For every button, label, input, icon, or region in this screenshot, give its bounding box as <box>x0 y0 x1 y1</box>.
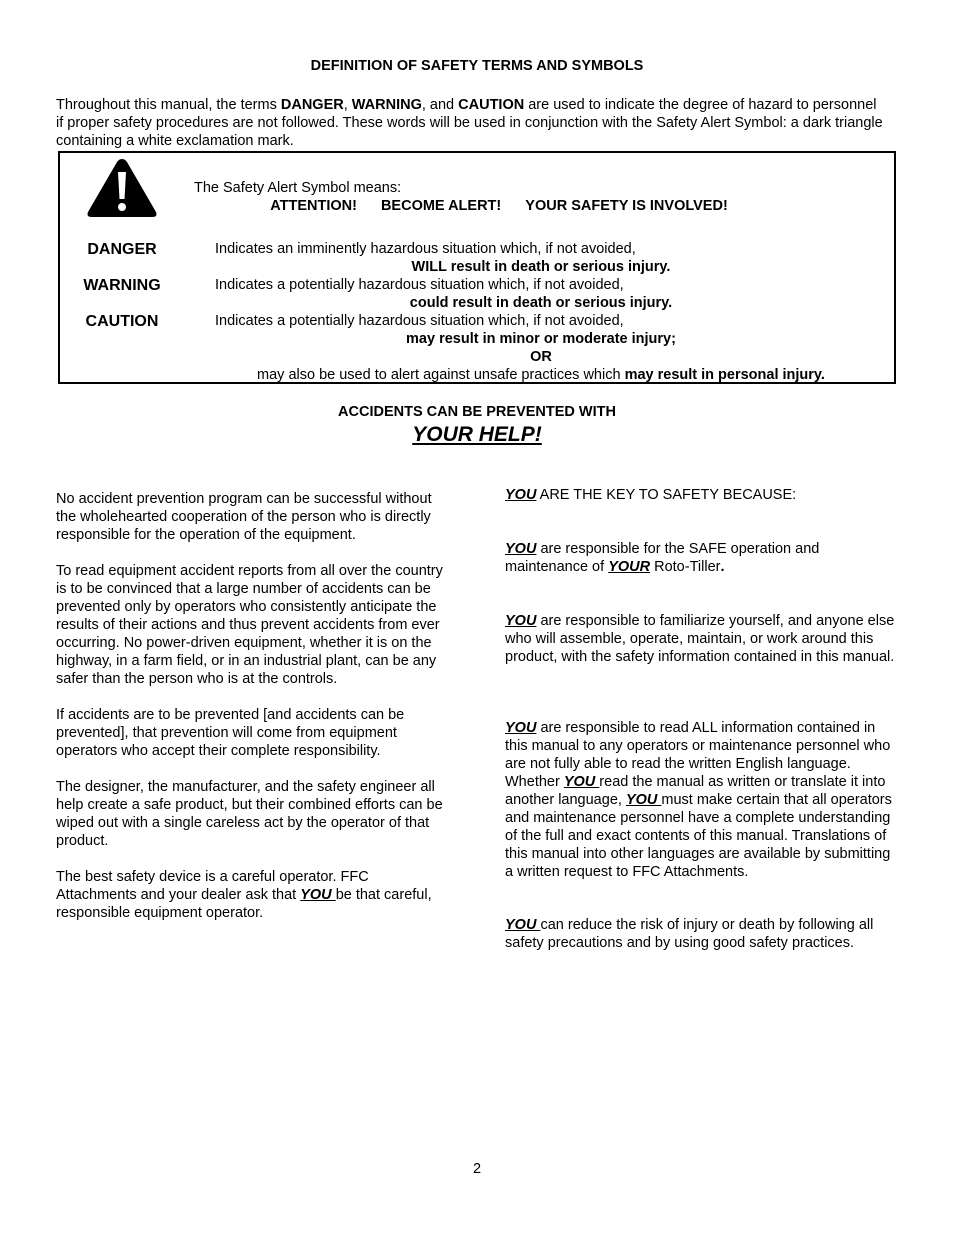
left-last-text: be that careful, responsible equipment operator. <box>56 887 432 921</box>
left-paragraph: The designer, the manufacturer, and the safety engineer all help create a safe product, but their combined efforts can be wiped out with a single careless act by the operator of that product. <box>56 779 443 849</box>
left-paragraph: To read equipment accident reports from all over the country is to be convinced that a large number of accidents can be prevented only by operators who consistently anticipate the results of their actions and thus prevent accidents from ever occurring. No power-driven equipment, whether it is on the highway, in a farm field, or in an industrial plant, can be any safer than the person who is at the controls. <box>56 563 443 687</box>
key-text: ARE THE KEY TO SAFETY BECAUSE: <box>536 487 797 503</box>
intro-danger-term: DANGER <box>280 97 344 113</box>
caution-description: Indicates a potentially hazardous situation which, if not avoided, <box>215 313 624 329</box>
caution-label: CAUTION <box>85 313 159 330</box>
left-column <box>56 490 451 940</box>
page-title: DEFINITION OF SAFETY TERMS AND SYMBOLS <box>310 58 644 74</box>
you-emphasis: YOU <box>300 887 336 903</box>
caution-result: may result in minor or moderate injury; <box>406 331 676 347</box>
danger-result: WILL result in death or serious injury. <box>411 259 671 275</box>
warning-description: Indicates a potentially hazardous situation which, if not avoided, <box>215 277 624 293</box>
safety-involved-word: YOUR SAFETY IS INVOLVED! <box>525 198 728 214</box>
danger-description: Indicates an imminently hazardous situation which, if not avoided, <box>215 241 636 257</box>
attention-word: ATTENTION! <box>270 198 357 214</box>
your-help-heading: YOUR HELP! <box>412 423 542 446</box>
intro-text: , <box>343 97 352 113</box>
right-text: are responsible to familiarize yourself, and anyone else who will assemble, operate, maintain, or work around this product, with the safety information contained in this manual. <box>505 613 895 665</box>
left-paragraph: No accident prevention program can be successful without the wholehearted cooperation of the person who is directly responsible for the operation of the equipment. <box>56 491 432 543</box>
danger-label: DANGER <box>87 241 157 258</box>
intro-caution-term: CAUTION <box>458 97 525 113</box>
warning-label: WARNING <box>83 277 161 294</box>
right-text: read the manual as written or translate it into another language, <box>505 774 886 808</box>
left-paragraph: If accidents are to be prevented [and accidents can be prevented], that prevention will come from equipment operators who accept their complete responsibility. <box>56 707 405 759</box>
safety-terms-box <box>58 151 896 384</box>
page-number: 2 <box>472 1161 482 1177</box>
intro-text: , and <box>421 97 459 113</box>
alert-words <box>60 197 894 215</box>
intro-paragraph <box>56 96 886 150</box>
you-emphasis: YOU <box>625 792 662 808</box>
become-alert-word: BECOME ALERT! <box>380 198 502 214</box>
key-to-safety-line <box>505 486 897 504</box>
caution-also-text: may also be used to alert against unsafe practices which <box>257 367 625 383</box>
you-emphasis: YOU <box>505 720 537 736</box>
caution-also-bold: may result in personal injury. <box>624 367 825 383</box>
intro-text: Throughout this manual, the terms <box>56 97 281 113</box>
intro-warning-term: WARNING <box>351 97 422 113</box>
you-emphasis: YOU <box>505 541 537 557</box>
right-text: can reduce the risk of injury or death by following all safety precautions and by using good safety practices. <box>505 917 874 951</box>
right-paragraph-read-all <box>505 719 897 881</box>
accidents-heading: ACCIDENTS CAN BE PREVENTED WITH <box>338 404 616 420</box>
you-emphasis: YOU <box>505 917 541 933</box>
warning-result: could result in death or serious injury. <box>409 295 673 311</box>
caution-also-line <box>60 366 894 384</box>
left-last-text: The best safety device is a careful operator. FFC Attachments and your dealer ask that <box>56 869 369 903</box>
your-emphasis: YOUR <box>608 559 651 575</box>
left-paragraph-last <box>56 868 451 922</box>
right-paragraph-familiarize <box>505 612 897 666</box>
right-text: Roto-Tiller <box>650 559 721 575</box>
right-text: must make certain that all operators and maintenance personnel have a complete understanding of the full and exact contents of this manual. Translations of this manual into other languages are available by submitting a written request to FFC Attachments. <box>505 792 892 880</box>
right-paragraph-reduce-risk <box>505 916 897 952</box>
right-paragraph-safe-operation <box>505 540 897 576</box>
right-text: are responsible to read ALL information contained in this manual to any operators or maintenance personnel who are not fully able to read the written English language. Whether <box>505 720 891 790</box>
right-text: are responsible for the SAFE operation and maintenance of <box>505 541 820 575</box>
intro-text: are used to indicate the degree of hazard to personnel if proper safety procedures are not followed. These words will be used in conjunction with the Safety Alert Symbol: a dark triangle containing a white exclamation mark. <box>56 97 883 149</box>
right-text: . <box>720 559 725 575</box>
you-emphasis: YOU <box>563 774 600 790</box>
alert-symbol-meaning: The Safety Alert Symbol means: <box>194 180 402 196</box>
caution-or: OR <box>530 349 552 365</box>
you-emphasis: YOU <box>505 487 537 503</box>
you-emphasis: YOU <box>505 613 537 629</box>
